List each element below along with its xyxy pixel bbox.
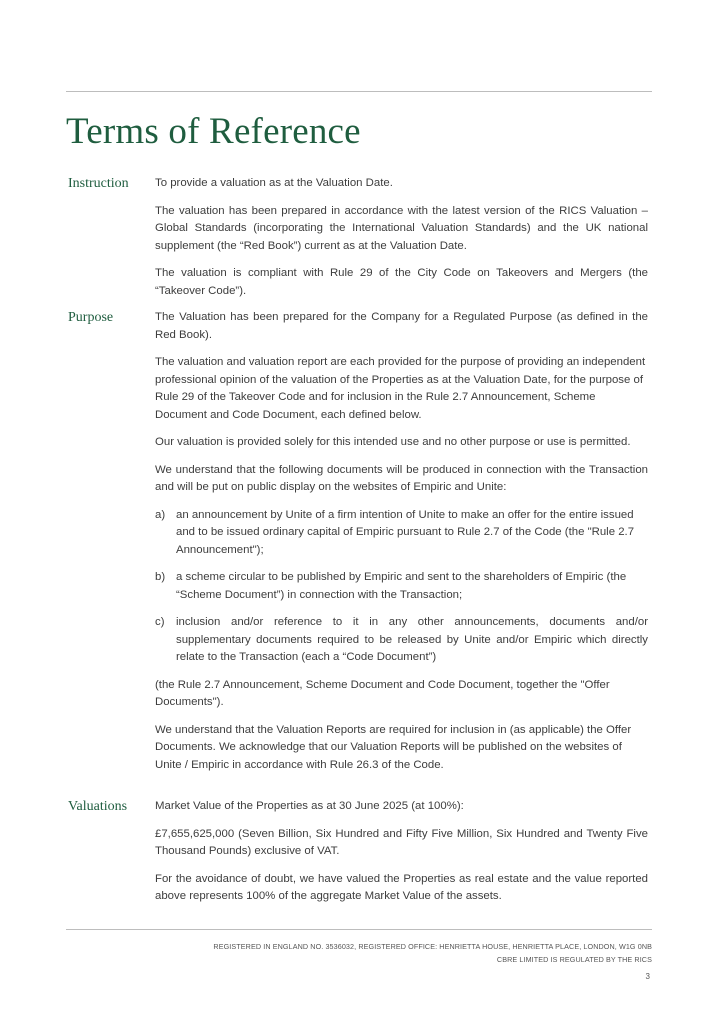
list-item-text: an announcement by Unite of a firm intention of Unite to make an offer for the entire issued and to be issued ordinary capital of Empiric pursuant to Rule 2.7 of the Code (the "Rule 2.7 Announcement"); [176, 508, 635, 556]
purpose-paragraph-4: We understand that the following documents will be produced in connection with the Transaction and will be put on public display on the websites of Empiric and Unite: [155, 463, 648, 493]
purpose-body [155, 309, 648, 784]
valuations-body [155, 798, 648, 916]
page-title: Terms of Reference [66, 111, 361, 152]
list-item [155, 569, 648, 604]
footer-regulation: CBRE LIMITED IS REGULATED BY THE RICS [496, 955, 652, 964]
footer-registration: REGISTERED IN ENGLAND NO. 3536032, REGISTERED OFFICE: HENRIETTA HOUSE, HENRIETTA PLACE, LONDON, W1G 0NB [213, 942, 652, 951]
purpose-paragraph-2: The valuation and valuation report are each provided for the purpose of providing an independent professional opinion of the valuation of the Properties as at the Valuation Date, for the purpose of Rule 29 of the Takeover Code and for inclusion in the Rule 2.7 Announcement, Scheme Document and Code Document, each defined below. [155, 356, 646, 421]
list-marker: a) [155, 508, 166, 521]
page-number: 3 [645, 972, 650, 981]
list-marker: c) [155, 616, 165, 628]
valuations-paragraph-3: For the avoidance of doubt, we have valued the Properties as real estate and the value reported above represents 100% of the aggregate Market Value of the assets. [155, 872, 648, 902]
list-item-text: inclusion and/or reference to it in any other announcements, documents and/or supplementary documents required to be released by Unite and/or Empiric which directly relate to the Transaction (each a “Code Document”) [176, 616, 648, 663]
valuations-paragraph-2: £7,655,625,000 (Seven Billion, Six Hundred and Fifty Five Million, Six Hundred and Twenty Five Thousand Pounds) exclusive of VAT. [155, 827, 648, 857]
list-item [155, 614, 648, 667]
list-marker: b) [155, 571, 166, 583]
bottom-divider [66, 929, 652, 930]
instruction-label: Instruction [68, 176, 129, 191]
footer [213, 940, 652, 966]
instruction-paragraph-3: The valuation is compliant with Rule 29 of the City Code on Takeovers and Mergers (the “Takeover Code”). [155, 267, 648, 297]
purpose-paragraph-5: (the Rule 2.7 Announcement, Scheme Document and Code Document, together the "Offer Documents"). [155, 678, 610, 708]
list-item [155, 507, 648, 560]
purpose-paragraph-3: Our valuation is provided solely for this intended use and no other purpose or use is permitted. [155, 436, 631, 448]
top-divider [66, 91, 652, 92]
instruction-paragraph-2: The valuation has been prepared in accordance with the latest version of the RICS Valuation – Global Standards (incorporating the International Valuation Standards) and the UK national supplement (the “Red Book”) current as at the Valuation Date. [155, 204, 648, 252]
instruction-paragraph-1: To provide a valuation as at the Valuation Date. [155, 177, 393, 189]
valuations-paragraph-1: Market Value of the Properties as at 30 June 2025 (at 100%): [155, 800, 464, 812]
purpose-paragraph-1: The Valuation has been prepared for the Company for a Regulated Purpose (as defined in the Red Book). [155, 311, 648, 341]
instruction-body [155, 175, 648, 310]
valuations-label: Valuations [68, 799, 128, 814]
list-item-text: a scheme circular to be published by Empiric and sent to the shareholders of Empiric (the “Scheme Document”) in connection with the Transaction; [176, 571, 627, 601]
purpose-paragraph-6: We understand that the Valuation Reports are required for inclusion in (as applicable) the Offer Documents. We acknowledge that our Valuation Reports will be published on the websites of Unite / Empiric in accordance with Rule 26.3 of the Code. [155, 723, 632, 771]
purpose-label: Purpose [68, 310, 114, 325]
